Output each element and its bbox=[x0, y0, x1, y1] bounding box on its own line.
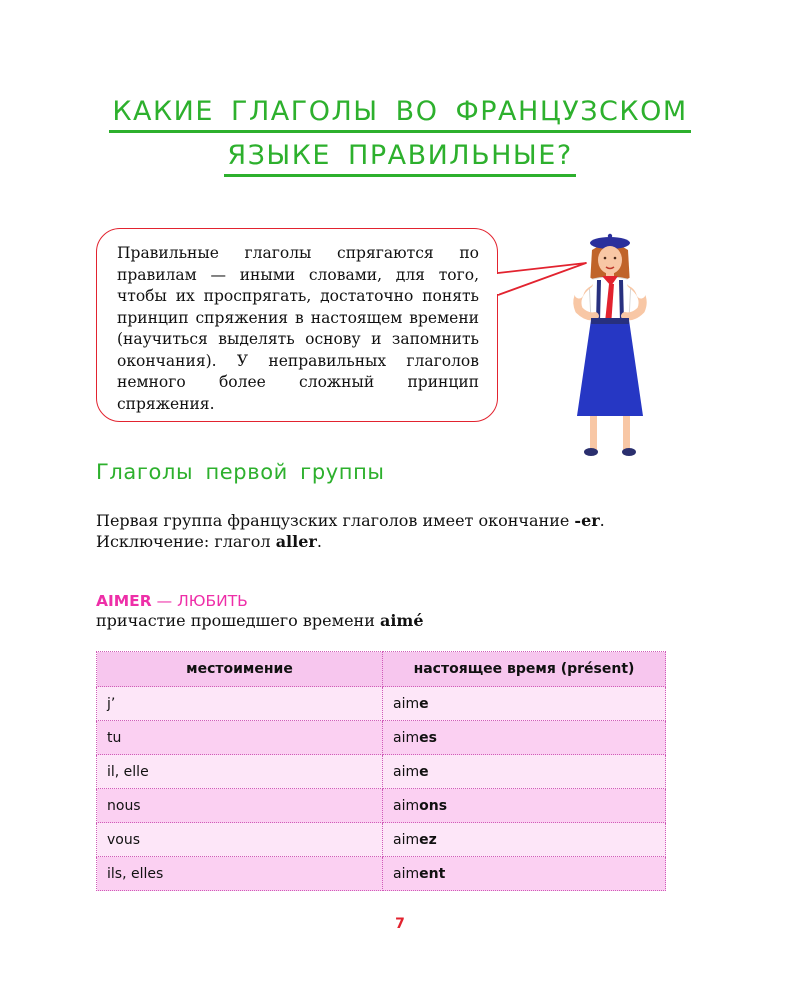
form-stem: aim bbox=[393, 729, 420, 746]
speech-bubble bbox=[96, 228, 498, 422]
pronoun-cell: j’ bbox=[97, 687, 383, 721]
form-ending: e bbox=[419, 763, 429, 780]
form-stem: aim bbox=[393, 763, 420, 780]
form-cell bbox=[383, 755, 666, 789]
form-stem: aim bbox=[393, 695, 420, 712]
table-row bbox=[97, 823, 666, 857]
form-stem: aim bbox=[393, 831, 420, 848]
para1-suffix: . bbox=[599, 511, 605, 530]
page-number: 7 bbox=[395, 916, 405, 932]
form-cell bbox=[383, 721, 666, 755]
form-ending: es bbox=[419, 729, 437, 746]
form-stem: aim bbox=[393, 865, 420, 882]
para1-ending: -er bbox=[574, 511, 600, 530]
form-ending: ez bbox=[419, 831, 437, 848]
pronoun-cell: vous bbox=[97, 823, 383, 857]
table-row bbox=[97, 857, 666, 891]
form-cell bbox=[383, 789, 666, 823]
para2-text: Исключение: глагол bbox=[96, 532, 276, 551]
table-row bbox=[97, 721, 666, 755]
para1-text: Первая группа французских глаголов имеет окончание bbox=[96, 511, 575, 530]
page-title-line-2 bbox=[0, 140, 800, 177]
speech-bubble-text: Правильные глаголы спрягаются по правилам — иными словами, для того, чтобы их проспрягать, достаточно понять принцип спряжения в настоящем времени (научиться выделять основу и запомнить окончания). У неправильных глаголов немного более сложный принцип спряжения. bbox=[117, 244, 479, 413]
para2-verb: aller bbox=[275, 532, 317, 551]
form-stem: aim bbox=[393, 797, 420, 814]
participle-line bbox=[96, 611, 424, 630]
table-row bbox=[97, 687, 666, 721]
page-title-text-1: КАКИЕ ГЛАГОЛЫ ВО ФРАНЦУЗСКОМ bbox=[109, 96, 690, 133]
pronoun-cell: il, elle bbox=[97, 755, 383, 789]
verb-translation: ЛЮБИТЬ bbox=[177, 592, 248, 610]
pronoun-cell: nous bbox=[97, 789, 383, 823]
conjugation-table bbox=[96, 651, 666, 891]
participle-value: aimé bbox=[379, 611, 424, 630]
para2-suffix: . bbox=[316, 532, 322, 551]
girl-in-beret-icon bbox=[545, 230, 675, 470]
table-row bbox=[97, 755, 666, 789]
form-ending: ons bbox=[419, 797, 448, 814]
verb-infinitive: AIMER bbox=[96, 592, 152, 610]
header-pronoun: местоимение bbox=[97, 652, 383, 687]
verb-heading bbox=[96, 592, 248, 610]
page-title-text-2: ЯЗЫКЕ ПРАВИЛЬНЫЕ? bbox=[224, 140, 575, 177]
participle-label: причастие прошедшего времени bbox=[96, 611, 380, 630]
page-title-line-1 bbox=[0, 96, 800, 133]
section-heading: Глаголы первой группы bbox=[96, 460, 385, 484]
pronoun-cell: ils, elles bbox=[97, 857, 383, 891]
form-cell bbox=[383, 687, 666, 721]
verb-dash: — bbox=[151, 592, 178, 610]
table-header-row bbox=[97, 652, 666, 687]
pronoun-cell: tu bbox=[97, 721, 383, 755]
form-cell bbox=[383, 823, 666, 857]
form-ending: ent bbox=[419, 865, 446, 882]
table-row bbox=[97, 789, 666, 823]
header-present: настоящее время (présent) bbox=[383, 652, 666, 687]
form-ending: e bbox=[419, 695, 429, 712]
form-cell bbox=[383, 857, 666, 891]
section-paragraph bbox=[96, 510, 696, 552]
